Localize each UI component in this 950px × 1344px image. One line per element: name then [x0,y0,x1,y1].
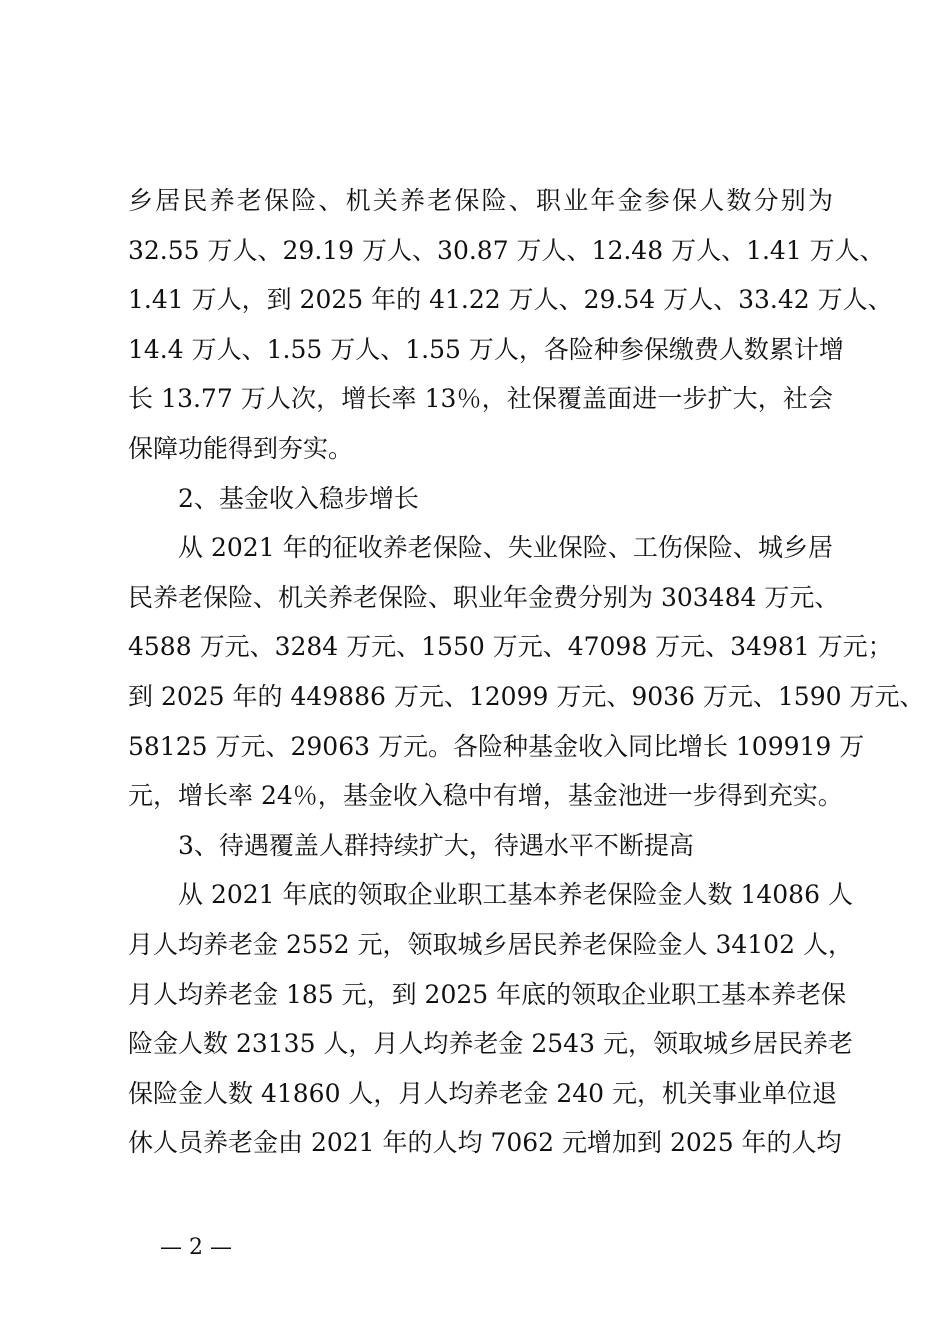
paragraph-3-line-4: 险金人数 23135 人，月人均养老金 2543 元，领取城乡居民养老 [128,1029,853,1059]
paragraph-3-line-1: 从 2021 年底的领取企业职工基本养老保险金人数 14086 人 [178,880,853,910]
paragraph-1-line-4: 14.4 万人、1.55 万人、1.55 万人，各险种参保缴费人数累计增 [128,334,844,364]
paragraph-3-line-6: 休人员养老金由 2021 年的人均 7062 元增加到 2025 年的人均 [128,1128,842,1158]
paragraph-2-line-2: 民养老保险、机关养老保险、职业年金费分别为 303484 万元、 [128,582,840,612]
paragraph-2-line-1: 从 2021 年的征收养老保险、失业保险、工伤保险、城乡居 [178,533,833,563]
section-heading-benefits-coverage: 3、待遇覆盖人群持续扩大，待遇水平不断提高 [178,830,694,860]
page-number: — 2 — [160,1235,232,1260]
paragraph-1-line-5: 长 13.77 万人次，增长率 13％，社保覆盖面进一步扩大，社会 [128,384,833,414]
paragraph-1-line-6: 保障功能得到夯实。 [128,433,354,463]
paragraph-2-line-6: 元，增长率 24％，基金收入稳中有增，基金池进一步得到充实。 [128,781,843,811]
paragraph-2-line-4: 到 2025 年的 449886 万元、12099 万元、9036 万元、1590 万元、 [128,681,925,711]
paragraph-3-line-5: 保险金人数 41860 人，月人均养老金 240 元，机关事业单位退 [128,1078,838,1108]
paragraph-2-line-5: 58125 万元、29063 万元。各险种基金收入同比增长 109919 万 [128,731,865,761]
document-body [128,176,925,1168]
paragraph-2-line-3: 4588 万元、3284 万元、1550 万元、47098 万元、34981 万元； [128,632,893,662]
paragraph-1-line-1: 乡居民养老保险、机关养老保险、职业年金参保人数分别为 [128,186,833,215]
paragraph-1-line-3: 1.41 万人，到 2025 年的 41.22 万人、29.54 万人、33.42 万人、 [128,285,893,315]
paragraph-3-line-3: 月人均养老金 185 元，到 2025 年底的领取企业职工基本养老保 [128,979,847,1009]
paragraph-3-line-2: 月人均养老金 2552 元，领取城乡居民养老保险金人 34102 人， [128,929,853,959]
paragraph-1-line-2: 32.55 万人、29.19 万人、30.87 万人、12.48 万人、1.41 万人、 [128,235,885,265]
section-heading-fund-income: 2、基金收入稳步增长 [178,483,419,513]
